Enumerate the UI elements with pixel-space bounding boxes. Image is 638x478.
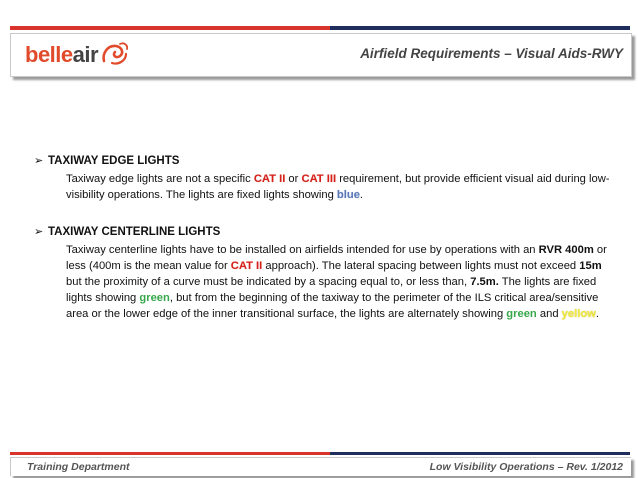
logo-part-belle: belle: [25, 42, 73, 67]
text: or less (400m is the mean value for: [66, 244, 607, 272]
heading-text: TAXIWAY EDGE LIGHTS: [48, 154, 180, 167]
text: The lights are fixed lights showing: [66, 276, 597, 304]
section-taxiway-centerline-lights: [36, 225, 616, 322]
bottom-navy-stripe: [330, 452, 630, 455]
section-paragraph: [66, 171, 616, 203]
cat-ii-highlight: CAT II: [253, 173, 286, 185]
text: Taxiway centerline lights have to be installed on airfields intended for use by operations with an: [66, 244, 539, 256]
spacing-15m-emphasis: 15m: [579, 260, 602, 272]
heading-text: TAXIWAY CENTERLINE LIGHTS: [48, 225, 221, 238]
arrow-bullet-icon: ➢: [34, 155, 44, 167]
text: approach). The lateral spacing between lights must not exceed: [262, 260, 580, 272]
bottom-red-stripe: [10, 452, 330, 455]
text: requirement, but provide efficient visual aid during low-visibility operations. The lights are fixed lights showing: [66, 173, 610, 201]
green-highlight: green: [506, 308, 537, 320]
green-highlight: green: [139, 292, 170, 304]
cat-iii-highlight: CAT III: [301, 173, 337, 185]
text: but the proximity of a curve must be indicated by a spacing equal to, or less than,: [66, 276, 471, 288]
page-title: Airfield Requirements – Visual Aids-RWY: [360, 46, 623, 61]
footer-department: Training Department: [27, 461, 130, 473]
logo-wordmark: [25, 42, 98, 68]
header-bar: [10, 33, 632, 77]
text: Taxiway edge lights are not a specific: [66, 173, 254, 185]
rvr-emphasis: RVR 400m: [538, 244, 594, 256]
cat-ii-highlight: CAT II: [230, 260, 263, 272]
slide-content: [36, 154, 616, 344]
text: .: [359, 189, 364, 201]
text: or: [285, 173, 302, 185]
top-red-stripe: [10, 26, 330, 30]
section-paragraph: [66, 242, 616, 322]
text: and: [536, 308, 562, 320]
top-navy-stripe: [330, 26, 630, 30]
section-heading: [36, 225, 616, 238]
belleair-logo: [25, 40, 130, 70]
spacing-7-5m-emphasis: 7.5m.: [470, 276, 499, 288]
logo-swirl-icon: [100, 41, 130, 69]
blue-highlight: blue: [336, 189, 360, 201]
section-heading: [36, 154, 616, 167]
arrow-bullet-icon: ➢: [34, 226, 44, 238]
footer-bar: [10, 457, 631, 476]
logo-part-air: air: [72, 42, 99, 67]
section-taxiway-edge-lights: [36, 154, 616, 203]
text: , but from the beginning of the taxiway to the perimeter of the ILS critical area/sensitive area or the lower edge of the inner transitional surface, the lights are alternately showing: [66, 292, 599, 320]
yellow-highlight: yellow: [561, 308, 596, 320]
text: .: [595, 308, 599, 320]
footer-revision: Low Visibility Operations – Rev. 1/2012: [429, 461, 623, 473]
